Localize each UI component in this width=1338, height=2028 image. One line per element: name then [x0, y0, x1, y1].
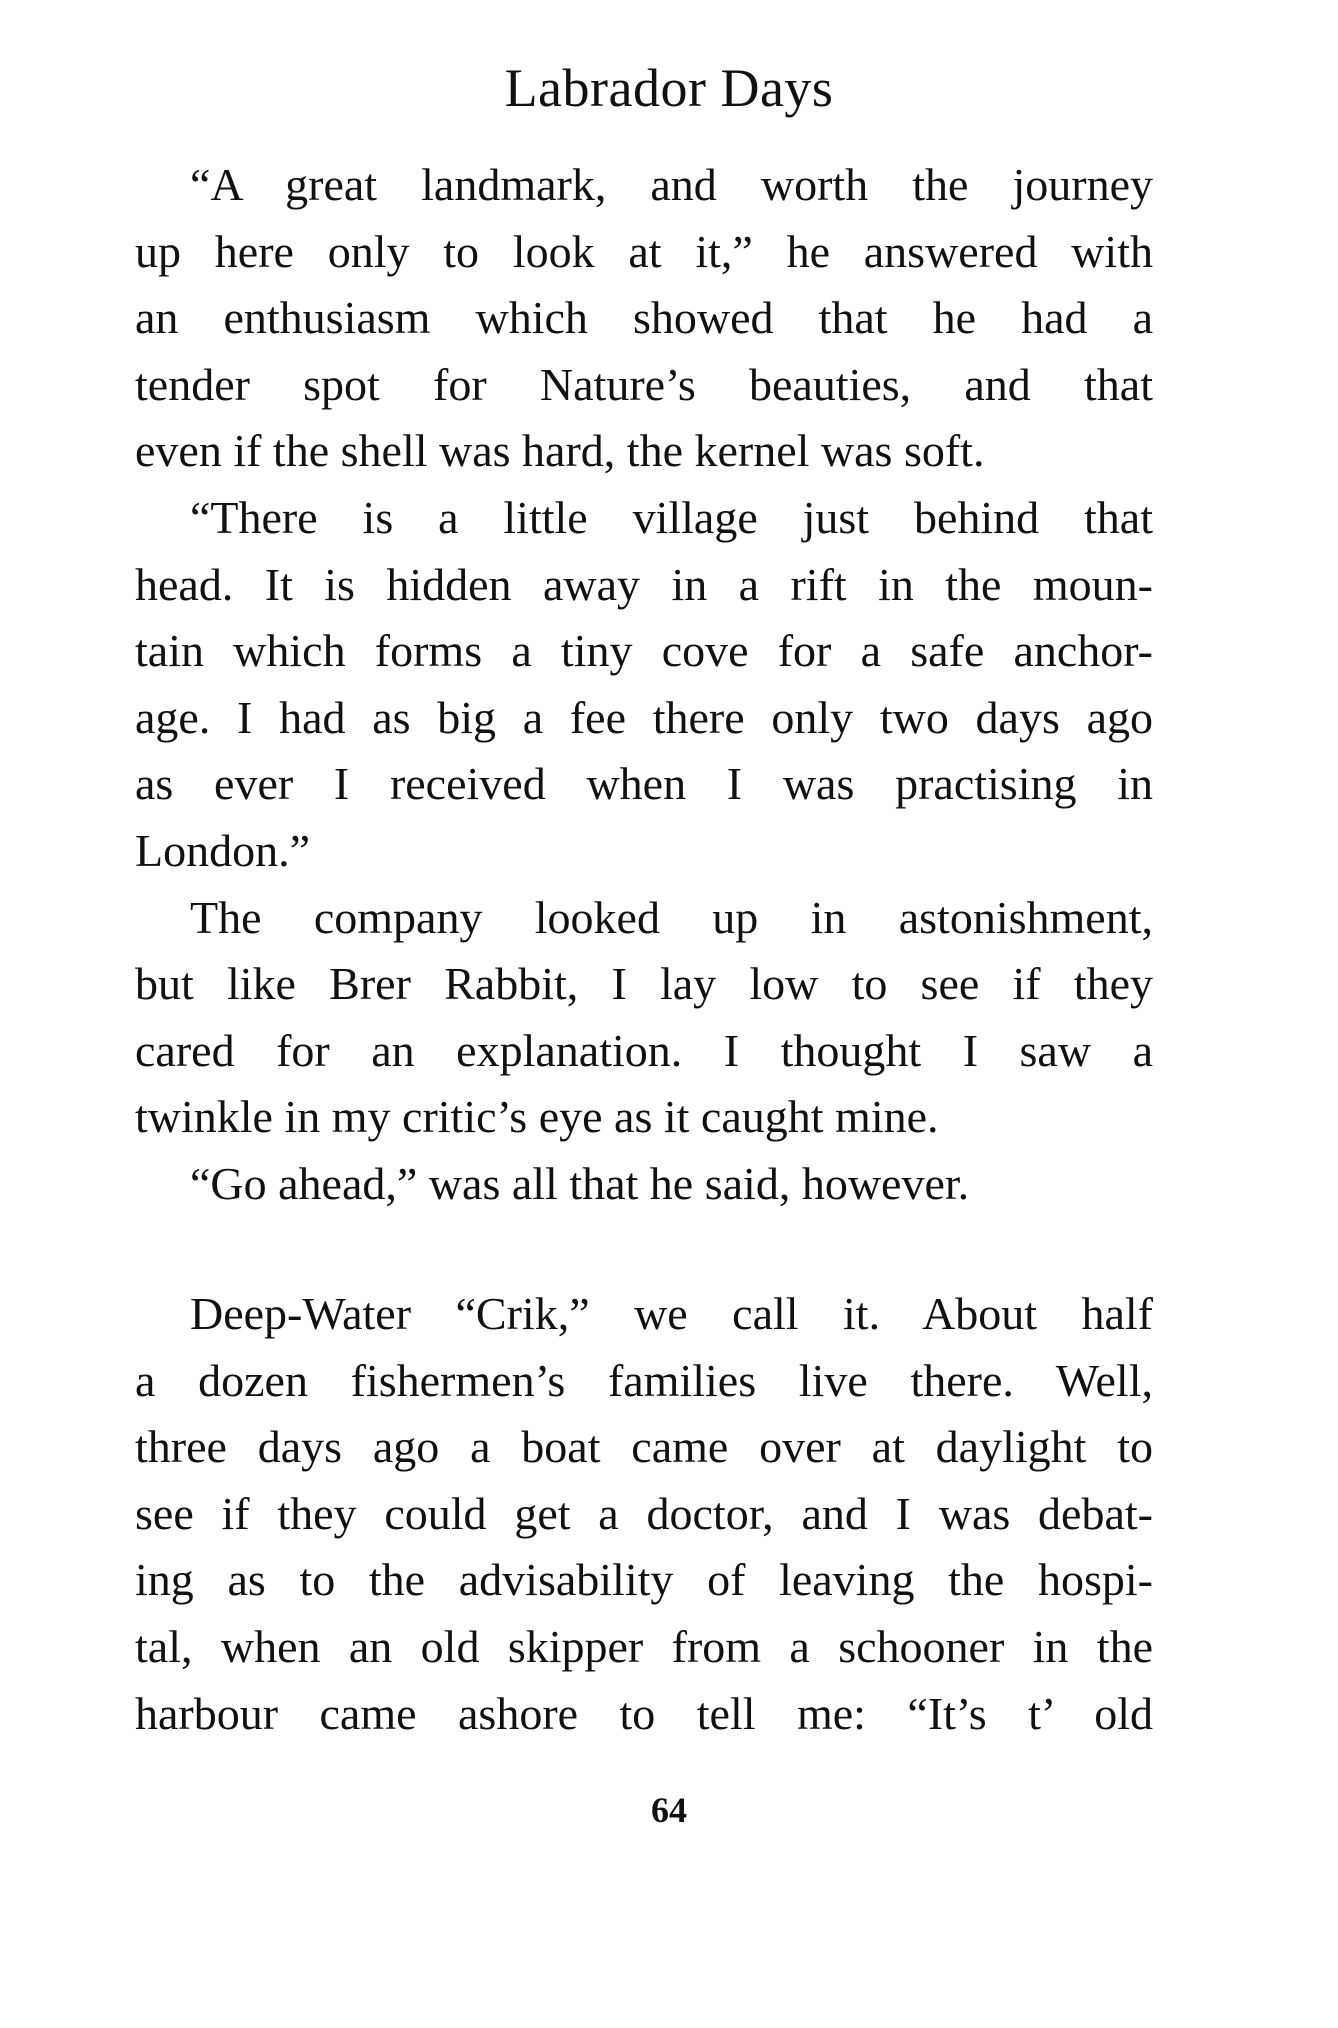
text-line: harbour came ashore to tell me: “It’s t’ old	[135, 1687, 1153, 1739]
text-line: a dozen fishermen’s families live there. Well,	[135, 1354, 1153, 1406]
page-number: 64	[651, 1790, 687, 1830]
text-line: as ever I received when I was practising in	[135, 758, 1153, 810]
text-line: see if they could get a doctor, and I was debat-	[135, 1487, 1153, 1539]
text-line: ing as to the advisability of leaving the hospi-	[135, 1554, 1153, 1606]
text-line: “A great landmark, and worth the journey	[190, 159, 1153, 210]
text-line: age. I had as big a fee there only two days ago	[135, 691, 1153, 743]
text-line: up here only to look at it,” he answered with	[135, 225, 1153, 277]
text-block-continued	[135, 1281, 1153, 1747]
text-line: head. It is hidden away in a rift in the moun-	[135, 558, 1153, 610]
text-line: The company looked up in astonishment,	[190, 891, 1153, 943]
text-block-main	[135, 152, 1153, 1218]
text-line: three days ago a boat came over at daylight to	[135, 1421, 1153, 1473]
text-line: but like Brer Rabbit, I lay low to see if they	[135, 958, 1153, 1010]
text-line: “There is a little village just behind that	[190, 491, 1153, 543]
text-line: London.”	[135, 824, 311, 876]
text-line: “Go ahead,” was all that he said, however.	[190, 1157, 970, 1209]
text-line: an enthusiasm which showed that he had a	[135, 292, 1153, 344]
text-line: twinkle in my critic’s eye as it caught mine.	[135, 1091, 939, 1143]
text-line: tender spot for Nature’s beauties, and that	[135, 358, 1153, 410]
text-line: even if the shell was hard, the kernel was soft.	[135, 425, 985, 477]
text-line: tal, when an old skipper from a schooner in the	[135, 1620, 1153, 1672]
text-line: Deep-Water “Crik,” we call it. About half	[190, 1288, 1153, 1339]
running-title: Labrador Days	[504, 58, 834, 118]
text-line: tain which forms a tiny cove for a safe anchor-	[135, 625, 1153, 677]
text-line: cared for an explanation. I thought I saw a	[135, 1024, 1153, 1076]
